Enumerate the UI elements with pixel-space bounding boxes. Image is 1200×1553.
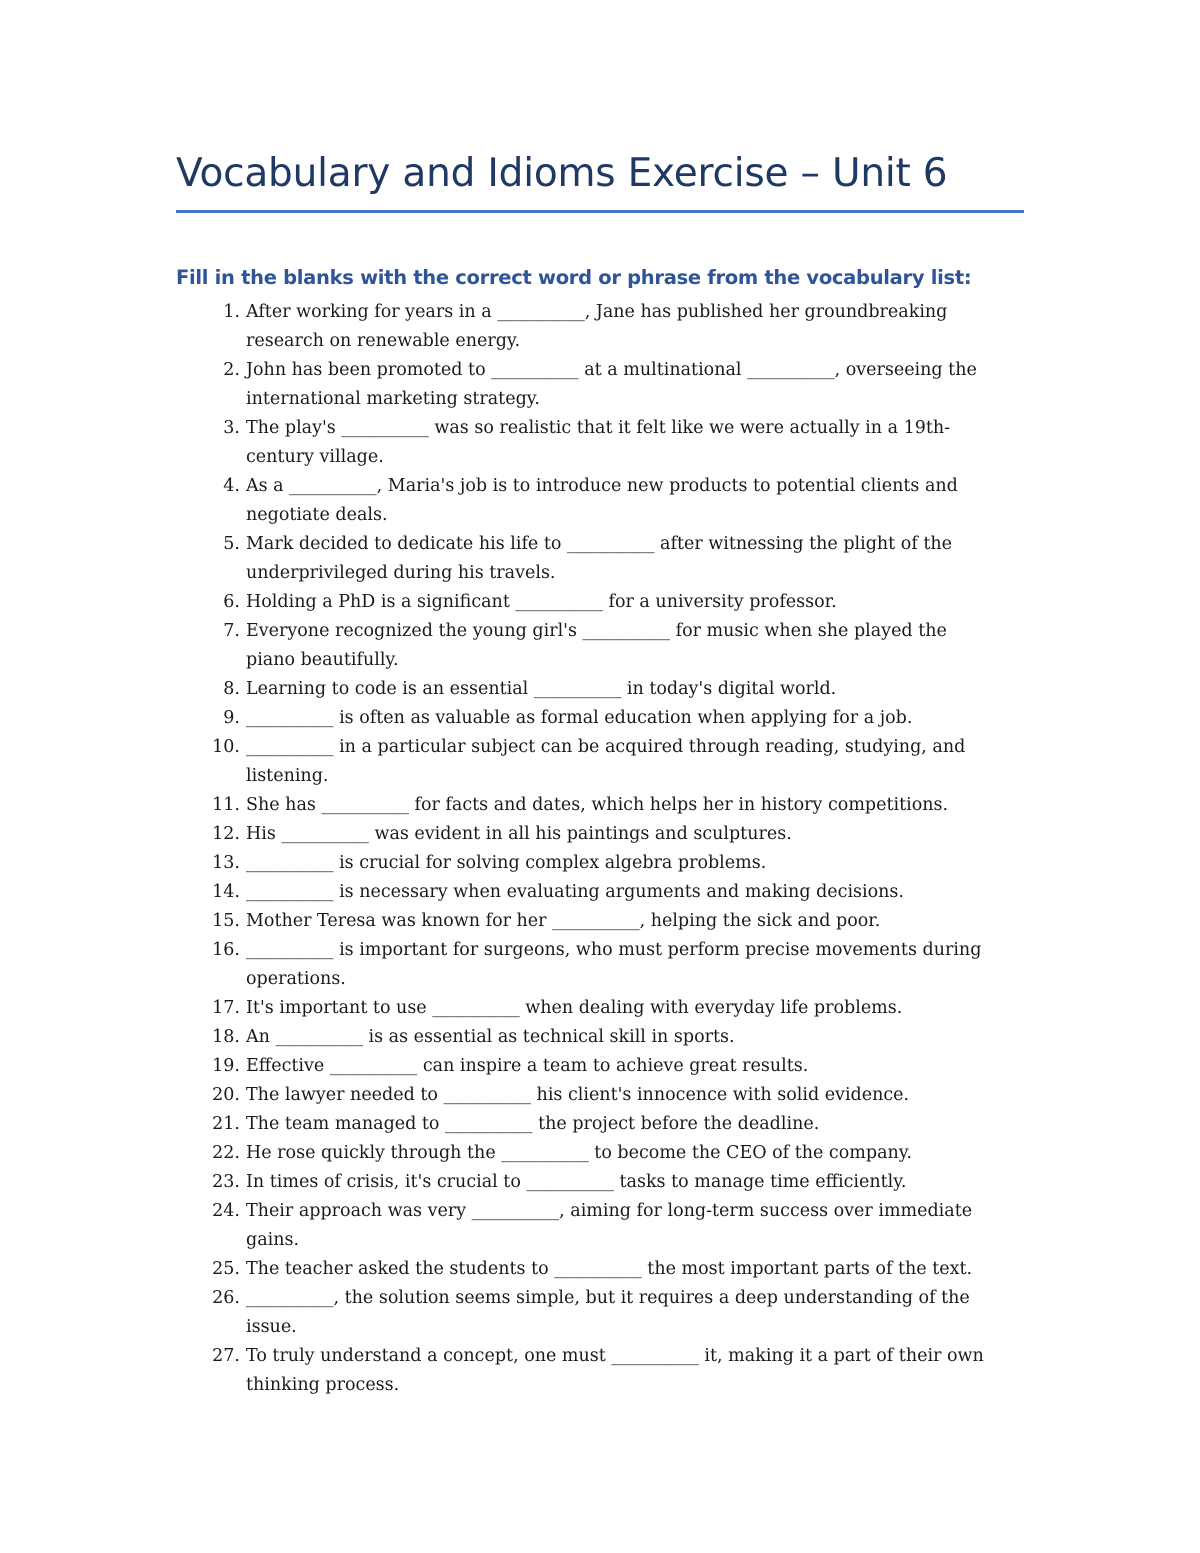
question-item: [0, 1081, 1200, 1110]
question-item: [0, 1284, 1200, 1342]
question-item: [0, 1110, 1200, 1139]
document-title: Vocabulary and Idioms Exercise – Unit 6: [176, 151, 948, 196]
title-underline-rule: [176, 210, 1024, 213]
question-number: 3.: [223, 418, 240, 438]
question-list: [0, 298, 1200, 1400]
question-text: __________ is crucial for solving complex algebra problems.: [246, 853, 767, 873]
question-number: 24.: [212, 1201, 240, 1221]
question-number: 21.: [212, 1114, 240, 1134]
question-number: 13.: [212, 853, 240, 873]
question-number: 20.: [212, 1085, 240, 1105]
question-number: 27.: [212, 1346, 240, 1366]
question-item: [0, 1052, 1200, 1081]
question-text: An __________ is as essential as technical skill in sports.: [246, 1027, 735, 1047]
question-text: __________ is necessary when evaluating arguments and making decisions.: [246, 882, 904, 902]
question-text: __________ is important for surgeons, who must perform precise movements during operations.: [246, 940, 982, 989]
question-number: 26.: [212, 1288, 240, 1308]
question-number: 7.: [223, 621, 240, 641]
question-item: [0, 1139, 1200, 1168]
question-item: [0, 820, 1200, 849]
question-item: [0, 675, 1200, 704]
question-item: [0, 1023, 1200, 1052]
question-number: 1.: [223, 302, 240, 322]
question-number: 25.: [212, 1259, 240, 1279]
question-number: 22.: [212, 1143, 240, 1163]
question-text: Learning to code is an essential __________ in today's digital world.: [246, 679, 837, 699]
question-item: [0, 356, 1200, 414]
question-text: He rose quickly through the __________ to become the CEO of the company.: [246, 1143, 912, 1163]
question-number: 8.: [223, 679, 240, 699]
question-text: Effective __________ can inspire a team to achieve great results.: [246, 1056, 809, 1076]
question-item: [0, 298, 1200, 356]
question-number: 14.: [212, 882, 240, 902]
question-item: [0, 704, 1200, 733]
question-item: [0, 936, 1200, 994]
question-text: Holding a PhD is a significant __________ for a university professor.: [246, 592, 837, 612]
question-number: 16.: [212, 940, 240, 960]
question-item: [0, 849, 1200, 878]
question-item: [0, 530, 1200, 588]
question-number: 5.: [223, 534, 240, 554]
question-item: [0, 617, 1200, 675]
question-number: 15.: [212, 911, 240, 931]
question-number: 12.: [212, 824, 240, 844]
question-text: The teacher asked the students to __________ the most important parts of the text.: [246, 1259, 973, 1279]
exercise-instructions: Fill in the blanks with the correct word or phrase from the vocabulary list:: [176, 266, 972, 289]
question-text: The lawyer needed to __________ his client's innocence with solid evidence.: [246, 1085, 910, 1105]
question-text: To truly understand a concept, one must __________ it, making it a part of their own thinking process.: [246, 1346, 984, 1395]
question-text: Mark decided to dedicate his life to __________ after witnessing the plight of the underprivileged during his travels.: [246, 534, 953, 583]
question-number: 23.: [212, 1172, 240, 1192]
question-item: [0, 588, 1200, 617]
question-item: [0, 878, 1200, 907]
question-item: [0, 733, 1200, 791]
question-text: __________ in a particular subject can be acquired through reading, studying, and listening.: [246, 737, 966, 786]
question-item: [0, 1168, 1200, 1197]
question-item: [0, 1342, 1200, 1400]
question-text: Everyone recognized the young girl's __________ for music when she played the piano beautifully.: [246, 621, 947, 670]
question-item: [0, 1255, 1200, 1284]
question-number: 2.: [223, 360, 240, 380]
question-text: It's important to use __________ when dealing with everyday life problems.: [246, 998, 903, 1018]
question-number: 9.: [223, 708, 240, 728]
question-text: She has __________ for facts and dates, which helps her in history competitions.: [246, 795, 949, 815]
question-text: __________ is often as valuable as formal education when applying for a job.: [246, 708, 913, 728]
question-text: His __________ was evident in all his paintings and sculptures.: [246, 824, 792, 844]
question-number: 19.: [212, 1056, 240, 1076]
question-item: [0, 791, 1200, 820]
question-number: 10.: [212, 737, 240, 757]
question-number: 11.: [212, 795, 240, 815]
question-text: The play's __________ was so realistic that it felt like we were actually in a 19th- century village.: [246, 418, 951, 467]
question-item: [0, 1197, 1200, 1255]
question-item: [0, 414, 1200, 472]
question-text: Their approach was very __________, aiming for long-term success over immediate gains.: [246, 1201, 973, 1250]
question-number: 17.: [212, 998, 240, 1018]
question-item: [0, 472, 1200, 530]
question-text: In times of crisis, it's crucial to __________ tasks to manage time efficiently.: [246, 1172, 907, 1192]
question-number: 6.: [223, 592, 240, 612]
question-text: The team managed to __________ the project before the deadline.: [246, 1114, 820, 1134]
question-item: [0, 994, 1200, 1023]
question-number: 4.: [223, 476, 240, 496]
question-text: As a __________, Maria's job is to introduce new products to potential clients and negotiate deals.: [246, 476, 958, 525]
question-text: John has been promoted to __________ at a multinational __________, overseeing the international marketing strategy.: [246, 360, 977, 409]
question-text: Mother Teresa was known for her __________, helping the sick and poor.: [246, 911, 881, 931]
question-text: After working for years in a __________, Jane has published her groundbreaking research on renewable energy.: [246, 302, 948, 351]
question-item: [0, 907, 1200, 936]
question-text: __________, the solution seems simple, but it requires a deep understanding of the issue.: [246, 1288, 970, 1337]
question-number: 18.: [212, 1027, 240, 1047]
